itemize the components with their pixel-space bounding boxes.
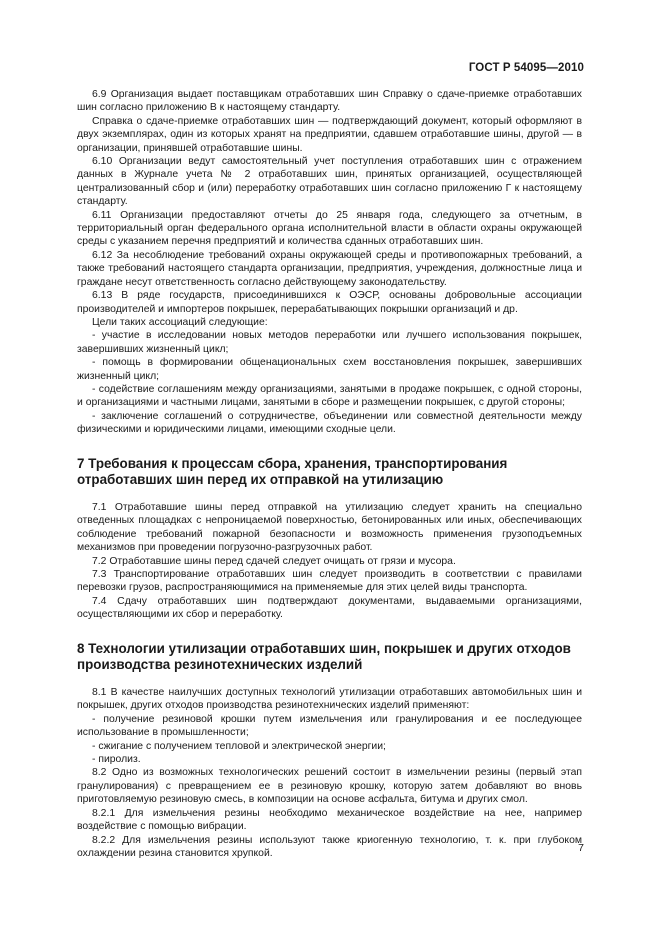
paragraph: Цели таких ассоциаций следующие: bbox=[92, 316, 268, 328]
page-number: 7 bbox=[578, 842, 584, 854]
section-heading: 7 Требования к процессам сбора, хранения, транспортирования отработавших шин перед их отправкой на утилизацию bbox=[77, 455, 508, 487]
section-heading: 8 Технологии утилизации отработавших шин, покрышек и других отходов производства резинотехнических изделий bbox=[77, 640, 571, 672]
paragraph: - содействие соглашениям между организациями, занятыми в продаже покрышек, с одной стороны, и организациями и частными лицами, занятыми в сборе и размещении покрышек, с другой стороны; bbox=[77, 383, 582, 409]
paragraph: - заключение соглашений о сотрудничестве, объединении или совместной деятельности между физическими и юридическими лицами, имеющими сходные цели. bbox=[77, 410, 582, 436]
paragraph: - пиролиз. bbox=[92, 754, 141, 766]
paragraph: 8.1 В качестве наилучших доступных технологий утилизации отработавших автомобильных шин и покрышек, других отходов производства резинотехнических изделий применяют: bbox=[77, 687, 582, 712]
paragraph: 8.2 Одно из возможных технологических решений состоит в измельчении резины (первый этап гранулирования) с превращением ее в резиновую крошку, которую затем добавляют во вновь приготовляемую резиновую смесь, в композиции на основе асфальта, битума и других смол. bbox=[77, 767, 582, 806]
paragraph: - получение резиновой крошки путем измельчения или гранулирования и ее последующее использование в промышленности; bbox=[77, 713, 582, 739]
paragraph: - помощь в формировании общенациональных схем восстановления покрышек, завершивших жизненный цикл; bbox=[77, 357, 582, 382]
paragraph: 7.4 Сдачу отработавших шин подтверждают документами, выдаваемыми организациями, осуществляющими их сбор и переработку. bbox=[77, 595, 582, 621]
paragraph: 6.10 Организации ведут самостоятельный учет поступления отработавших шин с отражением данных в Журнале учета № 2 отработавших шин, принятых организацией, осуществляющей централизованный сбор и (или) переработку отработавших шин согласно приложению Г к настоящему стандарту. bbox=[77, 156, 582, 208]
paragraph: - участие в исследовании новых методов переработки или лучшего использования покрышек, завершивших жизненный цикл; bbox=[77, 330, 582, 355]
document-body bbox=[77, 88, 582, 860]
paragraph: 6.13 В ряде государств, присоединившихся к ОЭСР, основаны добровольные ассоциации производителей и импортеров покрышек, перерабатывающих покрышки организаций и др. bbox=[77, 290, 582, 315]
paragraph: 7.1 Отработавшие шины перед отправкой на утилизацию следует хранить на специально отведенных площадках с непроницаемой поверхностью, бетонированных или иных, обеспечивающих соблюдение требований пожарной безопасности и возможность применения грузоподъемных механизмов при проведении погрузочно-разгрузочных работ. bbox=[77, 501, 582, 554]
paragraph: Справка о сдаче-приемке отработавших шин — подтверждающий документ, который оформляют в двух экземплярах, один из которых хранят на предприятии, сдавшем отработавшие шины, другой — в организации, принявшей отработавшие шины. bbox=[77, 115, 582, 154]
paragraph: 6.11 Организации предоставляют отчеты до 25 января года, следующего за отчетным, в территориальный орган федерального органа исполнительной власти в области охраны окружающей среды с указанием перечня предприятий и количества сданных отработавших шин. bbox=[77, 209, 582, 248]
paragraph: - сжигание с получением тепловой и электрической энергии; bbox=[92, 740, 386, 752]
document-id-header: ГОСТ Р 54095—2010 bbox=[468, 62, 584, 74]
paragraph: 7.3 Транспортирование отработавших шин следует производить в соответствии с правилами перевозки грузов, распространяющимися на применяемые для этих целей виды транспорта. bbox=[77, 569, 582, 594]
paragraph: 6.9 Организация выдает поставщикам отработавших шин Справку о сдаче-приемке отработавших шин согласно приложению В к настоящему стандарту. bbox=[77, 89, 582, 114]
paragraph: 8.2.2 Для измельчения резины используют также криогенную технологию, т. к. при глубоком охлаждении резина становится хрупкой. bbox=[77, 834, 582, 859]
paragraph: 7.2 Отработавшие шины перед сдачей следует очищать от грязи и мусора. bbox=[92, 555, 456, 567]
paragraph: 8.2.1 Для измельчения резины необходимо механическое воздействие на нее, например воздействие с помощью вибрации. bbox=[77, 807, 582, 833]
paragraph: 6.12 За несоблюдение требований охраны окружающей среды и противопожарных требований, а также требований настоящего стандарта организации, предприятия, учреждения, должностные лица и граждане несут ответственность согласно действующему законодательству. bbox=[77, 249, 582, 288]
